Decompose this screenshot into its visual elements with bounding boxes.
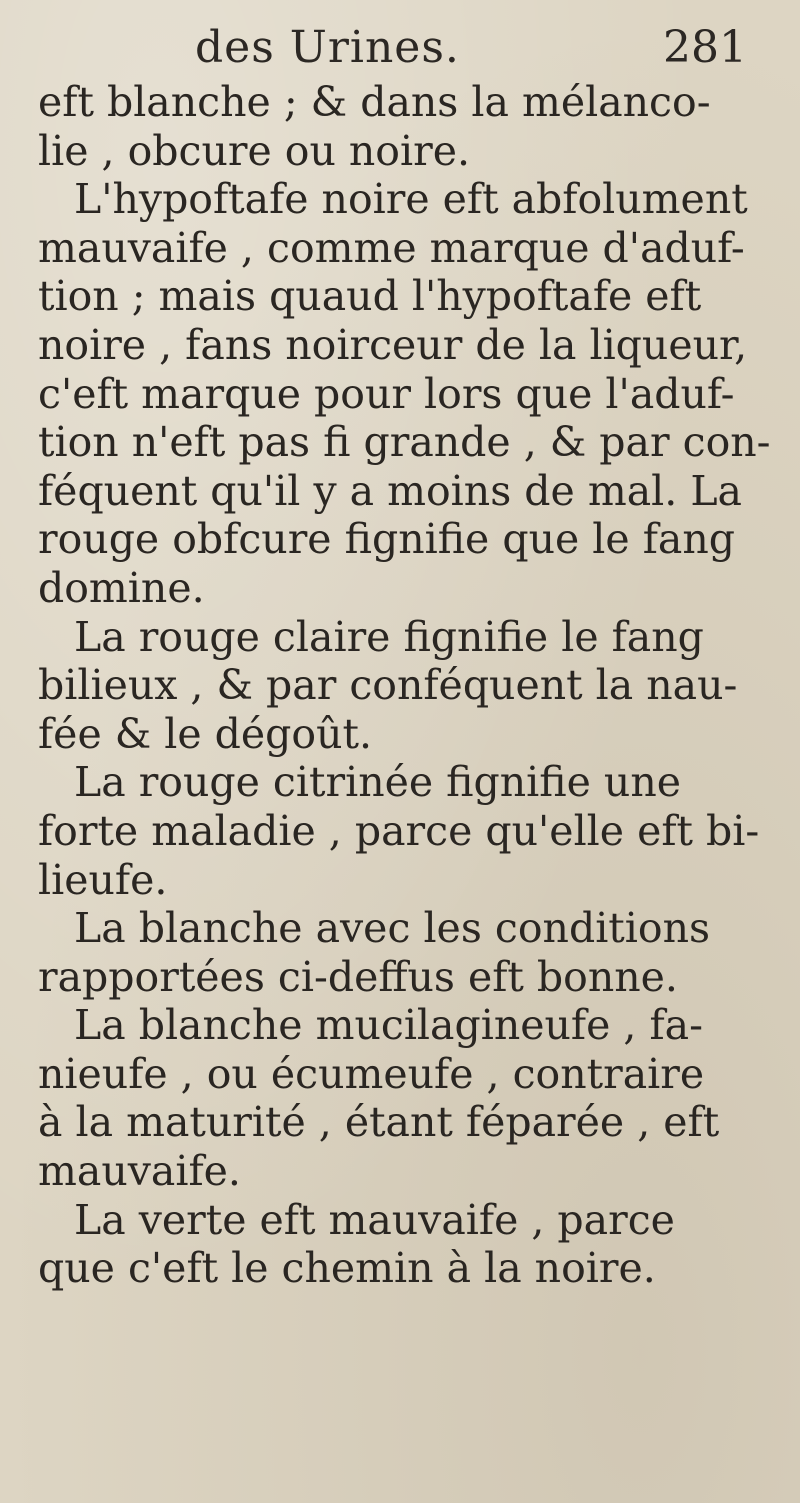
- text-line: fée & le dégoût.: [38, 709, 373, 758]
- text-line: à la maturité , étant féparée , eft: [38, 1098, 720, 1147]
- running-head: [0, 22, 800, 82]
- text-line: c'eft marque pour lors que l'aduf-: [38, 369, 735, 418]
- text-line: rapportées ci-deffus eft bonne.: [38, 952, 678, 1001]
- text-line: tion ; mais quaud l'hypoftafe eft: [38, 272, 702, 321]
- text-line: La rouge citrinée fignifie une: [74, 758, 681, 807]
- running-title: des Urines.: [195, 22, 460, 73]
- text-line: tion n'eft pas fi grande , & par con-: [38, 418, 771, 467]
- text-line: noire , fans noirceur de la liqueur,: [38, 320, 748, 369]
- body-text: [38, 78, 778, 1293]
- text-line: rouge obfcure fignifie que le fang: [38, 515, 735, 564]
- text-line: nieufe , ou écumeufe , contraire: [38, 1049, 705, 1098]
- text-line: L'hypoftafe noire eft abfolument: [74, 175, 748, 224]
- text-line: La blanche avec les conditions: [74, 904, 711, 953]
- text-line: La rouge claire fignifie le fang: [74, 612, 704, 661]
- text-line: mauvaife.: [38, 1147, 241, 1196]
- text-line: La blanche mucilagineufe , fa-: [74, 1001, 703, 1050]
- text-line: mauvaife , comme marque d'aduf-: [38, 223, 745, 272]
- text-line: La verte eft mauvaife , parce: [74, 1195, 675, 1244]
- text-line: lie , obcure ou noire.: [38, 126, 471, 175]
- text-line: lieufe.: [38, 855, 168, 904]
- text-line: que c'eft le chemin à la noire.: [38, 1244, 656, 1293]
- text-line: domine.: [38, 563, 205, 612]
- text-line: eft blanche ; & dans la mélanco-: [38, 78, 711, 126]
- text-line: bilieux , & par conféquent la nau-: [38, 661, 738, 710]
- text-line: féquent qu'il y a moins de mal. La: [38, 466, 742, 515]
- page-number: 281: [663, 22, 747, 73]
- text-line: forte maladie , parce qu'elle eft bi-: [38, 806, 760, 855]
